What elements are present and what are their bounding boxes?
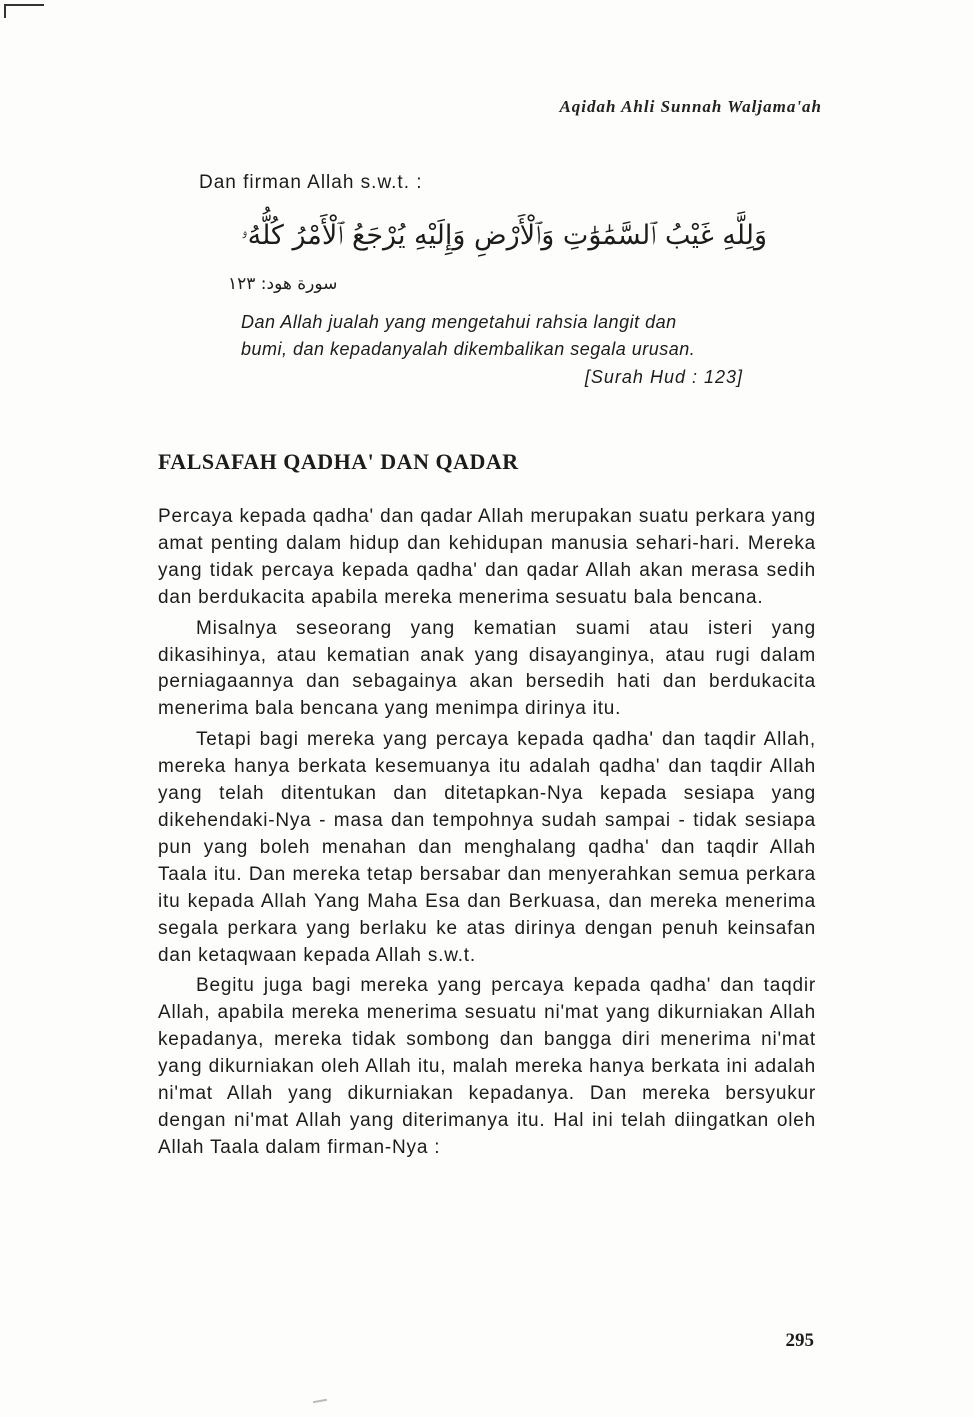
verse-translation [241,309,741,363]
translation-line: Dan Allah jualah yang mengetahui rahsia langit dan [241,312,677,332]
verse-citation: [Surah Hud : 123] [584,367,743,387]
body-text [158,504,816,1166]
paragraph: Misalnya seseorang yang kematian suami atau isteri yang dikasihinya, atau kematian anak yang disayanginya, atau rugi dalam perniagaannya dan sebagainya akan bersedih hati dan berdukacita menerima bala bencana yang menimpa dirinya itu. [158,617,816,720]
translation-line: bumi, dan kepadanyalah dikembalikan segala urusan. [241,339,696,359]
paragraph: Begitu juga bagi mereka yang percaya kepada qadha' dan taqdir Allah, apabila mereka menerima sesuatu ni'mat yang dikurniakan Allah kepadanya, mereka tidak sombong dan bangga diri menerima ni'mat yang dikurniakan oleh Allah itu, malah mereka hanya berkata ini adalah ni'mat Allah yang dikurniakan kepadanya. Dan mereka bersyukur dengan ni'mat Allah yang diterimanya itu. Hal ini telah diingatkan oleh Allah Taala dalam firman-Nya : [158,975,816,1158]
verse-intro: Dan firman Allah s.w.t. : [199,172,423,193]
section-title: FALSAFAH QADHA' DAN QADAR [158,449,519,474]
page-number: 295 [785,1330,814,1351]
paragraph: Percaya kepada qadha' dan qadar Allah merupakan suatu perkara yang amat penting dalam hidup dan kehidupan manusia sehari-hari. Mereka yang tidak percaya kepada qadha' dan qadar Allah akan merasa sedih dan berdukacita apabila mereka menerima sesuatu bala bencana. [158,506,816,608]
paragraph: Tetapi bagi mereka yang percaya kepada qadha' dan taqdir Allah, mereka hanya berkata kesemuanya itu adalah qadha' dan taqdir Allah yang telah ditentukan dan ditetapkan-Nya kepada sesiapa yang dikehendaki-Nya - masa dan tempohnya sudah sampai - tidak sesiapa pun yang boleh menahan dan menghalang qadha' dan taqdir Allah Taala itu. Dan mereka tetap bersabar dan menyerahkan semua perkara itu kepada Allah Yang Maha Esa dan Berkuasa, dan mereka menerima segala perkara yang berlaku ke atas dirinya dengan penuh keinsafan dan ketaqwaan kepada Allah s.w.t. [158,729,816,966]
scan-corner-mark [4,4,44,9]
running-header: Aqidah Ahli Sunnah Waljama'ah [559,97,822,116]
arabic-verse: وَلِلَّهِ غَيْبُ ٱلسَّمَٰوَٰتِ وَٱلْأَرْضِ وَإِلَيْهِ يُرْجَعُ ٱلْأَمْرُ كُلُّهُۥ [240,220,767,251]
arabic-surah-reference: سورة هود: ١٢٣ [228,274,338,294]
scan-smudge [313,1399,327,1403]
